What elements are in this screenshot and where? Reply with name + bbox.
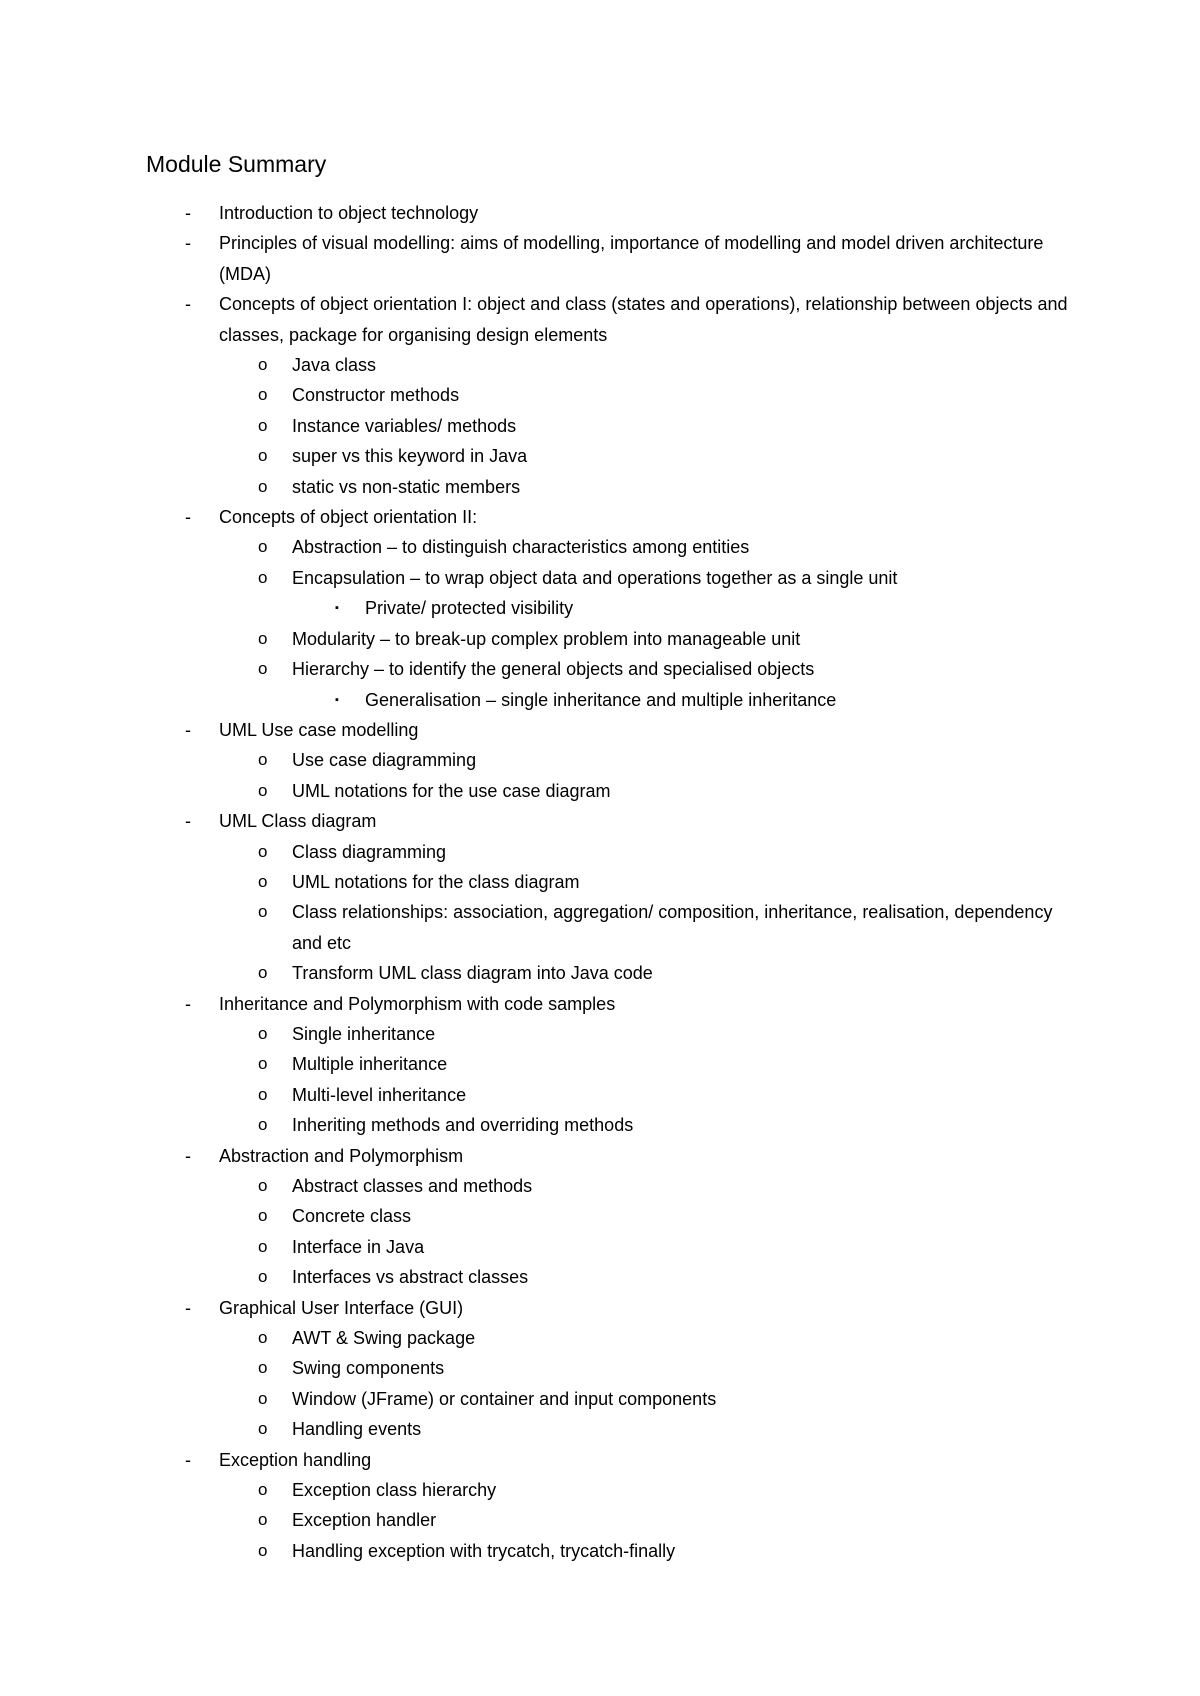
list-item-text: Window (JFrame) or container and input components	[292, 1388, 717, 1409]
bullet-marker: -	[185, 1297, 191, 1318]
list-item	[0, 1505, 1069, 1535]
list-item-text: Introduction to object technology	[219, 203, 479, 223]
list-item-text: AWT & Swing package	[292, 1328, 476, 1349]
list-item	[0, 1445, 1069, 1475]
list-item-text: Constructor methods	[292, 385, 460, 406]
list-item-text: Abstraction and Polymorphism	[219, 1145, 464, 1166]
list-item-text: Abstraction – to distinguish characteristics among entities	[292, 537, 750, 558]
list-item	[0, 563, 1069, 593]
list-item-text: Handling events	[292, 1419, 422, 1440]
list-item	[0, 1414, 1069, 1444]
list-item-text: Inheritance and Polymorphism with code samples	[219, 993, 616, 1014]
list-item	[0, 776, 1069, 806]
list-item	[0, 1323, 1069, 1353]
list-item-text: Modularity – to break-up complex problem into manageable unit	[292, 628, 801, 649]
bullet-marker: o	[258, 1023, 268, 1043]
bullet-marker: o	[258, 963, 268, 983]
list-item-text: Class relationships: association, aggregation/ composition, inheritance, realisation, dependency and etc	[292, 902, 1053, 953]
list-item	[0, 1049, 1069, 1079]
list-item	[0, 715, 1069, 745]
bullet-marker: o	[258, 780, 268, 800]
list-item-text: super vs this keyword in Java	[292, 446, 528, 467]
list-item	[0, 441, 1069, 471]
list-item-text: UML Use case modelling	[219, 719, 419, 740]
list-item	[0, 1536, 1069, 1566]
bullet-marker: -	[185, 294, 191, 315]
list-item-text: Transform UML class diagram into Java code	[292, 963, 653, 984]
list-item	[0, 411, 1069, 441]
list-item	[0, 897, 1069, 958]
bullet-marker: o	[258, 1358, 268, 1378]
list-item	[0, 867, 1069, 897]
list-item-text: UML notations for the use case diagram	[292, 780, 611, 801]
list-item-text: Java class	[292, 355, 377, 376]
bullet-marker: o	[258, 841, 268, 861]
bullet-marker: o	[258, 1054, 268, 1074]
list-item-text: Handling exception with trycatch, trycatch-finally	[292, 1540, 676, 1561]
bullet-marker: o	[258, 1084, 268, 1104]
bullet-marker: ▪	[335, 693, 339, 706]
bullet-marker: o	[258, 355, 268, 375]
list-item-text: Multi-level inheritance	[292, 1084, 467, 1105]
bullet-marker: o	[258, 750, 268, 770]
list-item-text: Exception handler	[292, 1510, 437, 1531]
bullet-marker: -	[185, 507, 191, 528]
summary-outline	[0, 198, 1200, 1566]
list-item	[0, 1141, 1069, 1171]
bullet-marker: o	[258, 1540, 268, 1560]
list-item	[0, 1110, 1069, 1140]
list-item	[0, 1201, 1069, 1231]
list-item	[0, 502, 1069, 532]
bullet-marker: o	[258, 476, 268, 496]
list-item	[0, 806, 1069, 836]
list-item	[0, 685, 1069, 715]
list-item-text: Concepts of object orientation I: object and class (states and operations), relationship between objects and classes, package for organising design elements	[219, 294, 1068, 345]
list-item	[0, 593, 1069, 623]
bullet-marker: o	[258, 1176, 268, 1195]
bullet-marker: o	[258, 1115, 268, 1135]
bullet-marker: -	[185, 993, 191, 1014]
bullet-marker: o	[258, 446, 268, 466]
bullet-marker: o	[258, 1328, 268, 1348]
bullet-marker: -	[185, 1145, 191, 1166]
list-item	[0, 1171, 1069, 1201]
list-item-text: UML notations for the class diagram	[292, 871, 580, 892]
list-item	[0, 958, 1069, 988]
list-item-text: Exception handling	[219, 1449, 372, 1470]
bullet-marker: o	[258, 567, 268, 587]
bullet-marker: o	[258, 1206, 268, 1226]
bullet-marker: o	[258, 1480, 268, 1500]
list-item	[0, 1232, 1069, 1262]
bullet-marker: o	[258, 537, 268, 557]
bullet-marker: o	[258, 1267, 268, 1287]
bullet-marker: o	[258, 628, 268, 648]
page-title: Module Summary	[146, 151, 327, 177]
list-item-text: Interface in Java	[292, 1236, 425, 1257]
list-item-text: Private/ protected visibility	[365, 598, 574, 619]
list-item-text: Concrete class	[292, 1206, 412, 1227]
bullet-marker: -	[185, 719, 191, 740]
bullet-marker: -	[185, 1449, 191, 1470]
list-item	[0, 1384, 1069, 1414]
list-item-text: static vs non-static members	[292, 476, 521, 497]
list-item-text: UML Class diagram	[219, 811, 377, 832]
bullet-marker: o	[258, 1419, 268, 1439]
list-item	[0, 745, 1069, 775]
list-item	[0, 1019, 1069, 1049]
bullet-marker: -	[185, 233, 191, 254]
bullet-marker: -	[185, 203, 191, 223]
bullet-marker: o	[258, 1510, 268, 1530]
list-item	[0, 228, 1069, 289]
bullet-marker: ▪	[335, 602, 339, 615]
list-item-text: Generalisation – single inheritance and multiple inheritance	[365, 689, 837, 710]
list-item	[0, 472, 1069, 502]
list-item	[0, 532, 1069, 562]
list-item-text: Swing components	[292, 1358, 445, 1379]
list-item	[0, 1262, 1069, 1292]
list-item	[0, 198, 1069, 228]
list-item-text: Class diagramming	[292, 841, 447, 862]
list-item-text: Multiple inheritance	[292, 1054, 448, 1075]
list-item	[0, 1080, 1069, 1110]
list-item-text: Instance variables/ methods	[292, 415, 517, 436]
list-item-text: Encapsulation – to wrap object data and operations together as a single unit	[292, 567, 898, 588]
list-item	[0, 989, 1069, 1019]
bullet-marker: o	[258, 659, 268, 679]
list-item	[0, 624, 1069, 654]
list-item	[0, 1293, 1069, 1323]
list-item	[0, 1475, 1069, 1505]
list-item-text: Single inheritance	[292, 1023, 436, 1044]
list-item-text: Hierarchy – to identify the general objects and specialised objects	[292, 659, 815, 680]
list-item-text: Use case diagramming	[292, 750, 477, 771]
list-item-text: Interfaces vs abstract classes	[292, 1267, 529, 1288]
list-item-text: Abstract classes and methods	[292, 1176, 533, 1196]
list-item-text: Graphical User Interface (GUI)	[219, 1297, 464, 1318]
list-item	[0, 1353, 1069, 1383]
list-item	[0, 380, 1069, 410]
list-item	[0, 837, 1069, 867]
list-item-text: Exception class hierarchy	[292, 1480, 497, 1501]
bullet-marker: o	[258, 385, 268, 405]
bullet-marker: -	[185, 811, 191, 832]
bullet-marker: o	[258, 902, 268, 922]
bullet-marker: o	[258, 1236, 268, 1256]
list-item-text: Concepts of object orientation II:	[219, 507, 478, 528]
list-item	[0, 350, 1069, 380]
list-item	[0, 654, 1069, 684]
bullet-marker: o	[258, 871, 268, 891]
list-item	[0, 289, 1069, 350]
list-item-text: Principles of visual modelling: aims of modelling, importance of modelling and model driven architecture (MDA)	[219, 233, 1044, 284]
bullet-marker: o	[258, 415, 268, 435]
bullet-marker: o	[258, 1388, 268, 1408]
list-item-text: Inheriting methods and overriding methods	[292, 1115, 634, 1136]
